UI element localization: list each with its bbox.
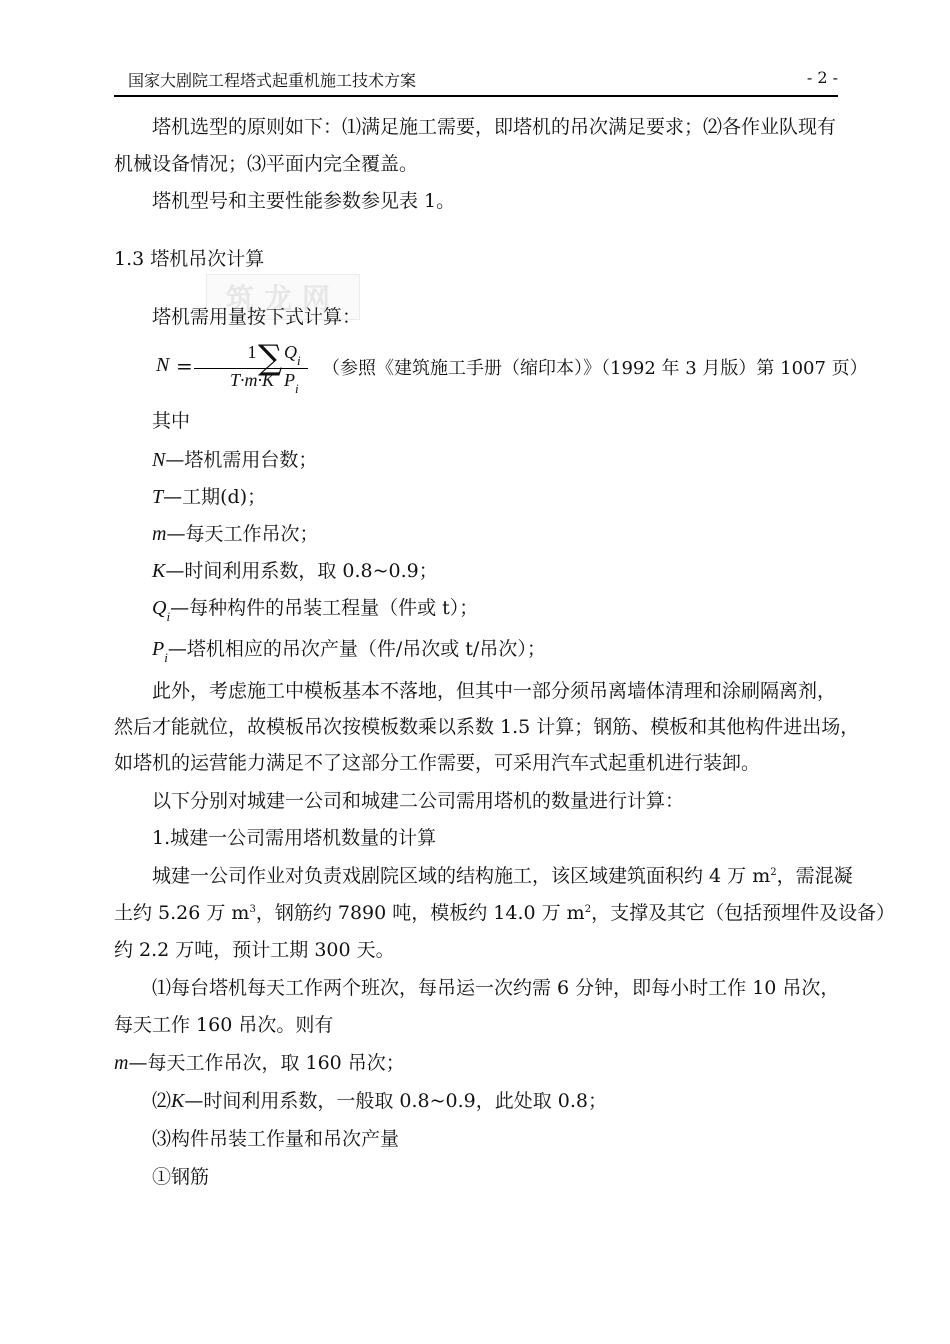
definition-row: $P_i—$塔机相应的吊次产量（件/吊次或 t/吊次）； (152, 638, 546, 665)
header-divider (114, 95, 838, 97)
sum-symbol: ∑ (258, 338, 283, 378)
watermark-stamp: 筑龙网 (206, 274, 360, 320)
formula-denominator: T·m·K (229, 370, 274, 390)
formula-p: $P_i$ (284, 370, 299, 396)
paragraph-formwork-2: 然后才能就位，故模板吊次按模板数乘以系数 1.5 计算；钢筋、模板和其他构件进出场， (114, 716, 860, 738)
definition-row: $Q_i—$每种构件的吊装工程量（件或 t）； (152, 597, 479, 624)
definition-row: K—时间利用系数，取 0.8~0.9； (152, 560, 438, 582)
header-title: 国家大剧院工程塔式起重机施工技术方案 (128, 71, 417, 90)
definition-row: N—塔机需用台数； (152, 449, 318, 471)
subheading-company-1: 1.城建一公司需用塔机数量的计算 (152, 827, 437, 849)
definition-row: T—工期(d)； (152, 486, 267, 508)
paragraph-shifts-1: ⑴每台塔机每天工作两个班次，每吊运一次约需 6 分钟，即每小时工作 10 吊次， (152, 977, 840, 999)
paragraph-principles-2: 机械设备情况；⑶平面内完全覆盖。 (114, 153, 419, 175)
paragraph-formula-intro: 塔机需用量按下式计算： (152, 306, 362, 328)
paragraph-scope-2: 土约 5.26 万 $m^3$，钢筋约 7890 吨，模板约 14.0 万 $m^2$，支撑及其它（包括预埋件及设备） (114, 902, 896, 924)
paragraph-k-value: ⑵K—时间利用系数，一般取 0.8~0.9，此处取 0.8； (152, 1090, 608, 1112)
fraction-bar-2 (282, 368, 308, 369)
section-heading: 1.3 塔机吊次计算 (114, 248, 265, 270)
paragraph-table-ref: 塔机型号和主要性能参数参见表 1。 (152, 190, 456, 212)
page-number: - 2 - (806, 68, 838, 87)
paragraph-workload: ⑶构件吊装工作量和吊次产量 (152, 1128, 400, 1150)
formula-reference: （参照《建筑施工手册（缩印本）》（1992 年 3 月版）第 1007 页） (322, 358, 868, 379)
paragraph-principles-1: 塔机选型的原则如下：⑴满足施工需要，即塔机的吊次满足要求；⑵各作业队现有 (152, 116, 837, 138)
paragraph-scope-1: 城建一公司作业对负责戏剧院区域的结构施工，该区域建筑面积约 4 万 $m^2$，需混凝 (152, 865, 853, 887)
formula-numerator: 1 (247, 342, 257, 362)
definition-row: m—每天工作吊次； (152, 523, 319, 545)
paragraph-m-value: m—每天工作吊次，取 160 吊次； (114, 1052, 405, 1074)
paragraph-formwork-3: 如塔机的运营能力满足不了这部分工作需要，可采用汽车式起重机进行装卸。 (114, 752, 761, 774)
paragraph-scope-3: 约 2.2 万吨，预计工期 300 天。 (114, 939, 395, 961)
formula-equals: = (176, 354, 193, 378)
where-label: 其中 (152, 410, 191, 432)
paragraph-shifts-2: 每天工作 160 吊次。则有 (114, 1014, 334, 1036)
paragraph-formwork-1: 此外，考虑施工中模板基本不落地，但其中一部分须吊离墙体清理和涂刷隔离剂， (152, 680, 837, 702)
formula-lhs: N (156, 354, 170, 376)
formula (152, 338, 868, 398)
formula-q: $Q_i$ (284, 342, 301, 368)
list-item-rebar: ①钢筋 (152, 1166, 210, 1188)
paragraph-calc-intro: 以下分别对城建一公司和城建二公司需用塔机的数量进行计算： (152, 790, 685, 812)
